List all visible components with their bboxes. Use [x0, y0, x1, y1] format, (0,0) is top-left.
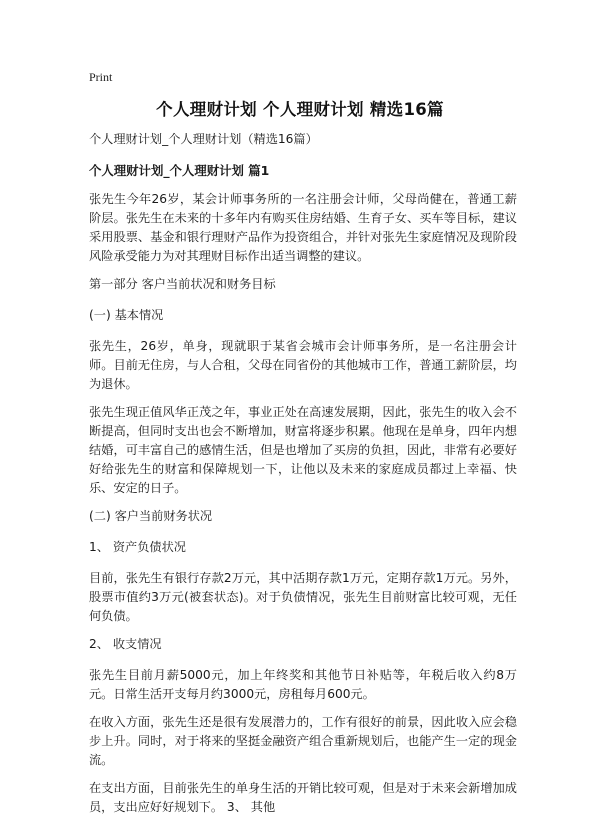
income-expense-heading: 2、 收支情况: [89, 637, 162, 651]
basic-info-paragraph-2: 张先生现正值风华正茂之年，事业正处在高速发展期，因此，张先生的收入会不断提高，但同时支出也会不断增加，财富将逐步积累。他现在是单身，四年内想结婚，可丰富自己的感情生活，但是也增加了买房的负担，因此，非常有必要好好给张先生的财富和保障规划一下，让他以及未来的家庭成员都过上幸福、快乐、安定的日子。: [89, 405, 517, 495]
asset-liability-heading: 1、 资产负债状况: [89, 540, 186, 554]
part-one-heading: 第一部分 客户当前状况和财务目标: [89, 277, 276, 291]
document-title: 个人理财计划 个人理财计划 精选16篇: [156, 100, 444, 119]
income-paragraph-3: 在支出方面，目前张先生的单身生活的开销比较可观，但是对于未来会新增加成员，支出应好好规划下。 3、 其他: [89, 781, 517, 814]
basic-info-heading: (一) 基本情况: [89, 308, 164, 322]
income-paragraph-2: 在收入方面，张先生还是很有发展潜力的，工作有很好的前景，因此收入应会稳步上升。同时，对于将来的坚挺金融资产组合重新规划后，也能产生一定的现金流。: [89, 715, 517, 767]
article-heading: 个人理财计划_个人理财计划 篇1: [89, 163, 270, 178]
document-body: [89, 130, 517, 826]
basic-info-paragraph-1: 张先生，26岁，单身，现就职于某省会城市会计师事务所，是一名注册会计师。目前无住房，与人合租，父母在同省份的其他城市工作，普通工薪阶层，均为退休。: [89, 339, 517, 391]
income-paragraph-1: 张先生目前月薪5000元，加上年终奖和其他节日补贴等，年税后收入约8万元。日常生活开支每月约3000元，房租每月600元。: [89, 668, 517, 701]
document-subtitle: 个人理财计划_个人理财计划（精选16篇）: [89, 132, 318, 146]
finance-status-heading: (二) 客户当前财务状况: [89, 509, 213, 523]
print-label[interactable]: Print: [89, 70, 113, 84]
asset-liability-paragraph: 目前，张先生有银行存款2万元，其中活期存款1万元，定期存款1万元。另外，股票市值约3万元(被套状态)。对于负债情况，张先生目前财富比较可观，无任何负债。: [89, 571, 517, 623]
intro-paragraph: 张先生今年26岁，某会计师事务所的一名注册会计师，父母尚健在，普通工薪阶层。张先生在未来的十多年内有购买住房结婚、生育子女、买车等目标，建议采用股票、基金和银行理财产品作为投资组合，并针对张先生家庭情况及现阶段风险承受能力为对其理财目标作出适当调整的建议。: [89, 192, 517, 263]
